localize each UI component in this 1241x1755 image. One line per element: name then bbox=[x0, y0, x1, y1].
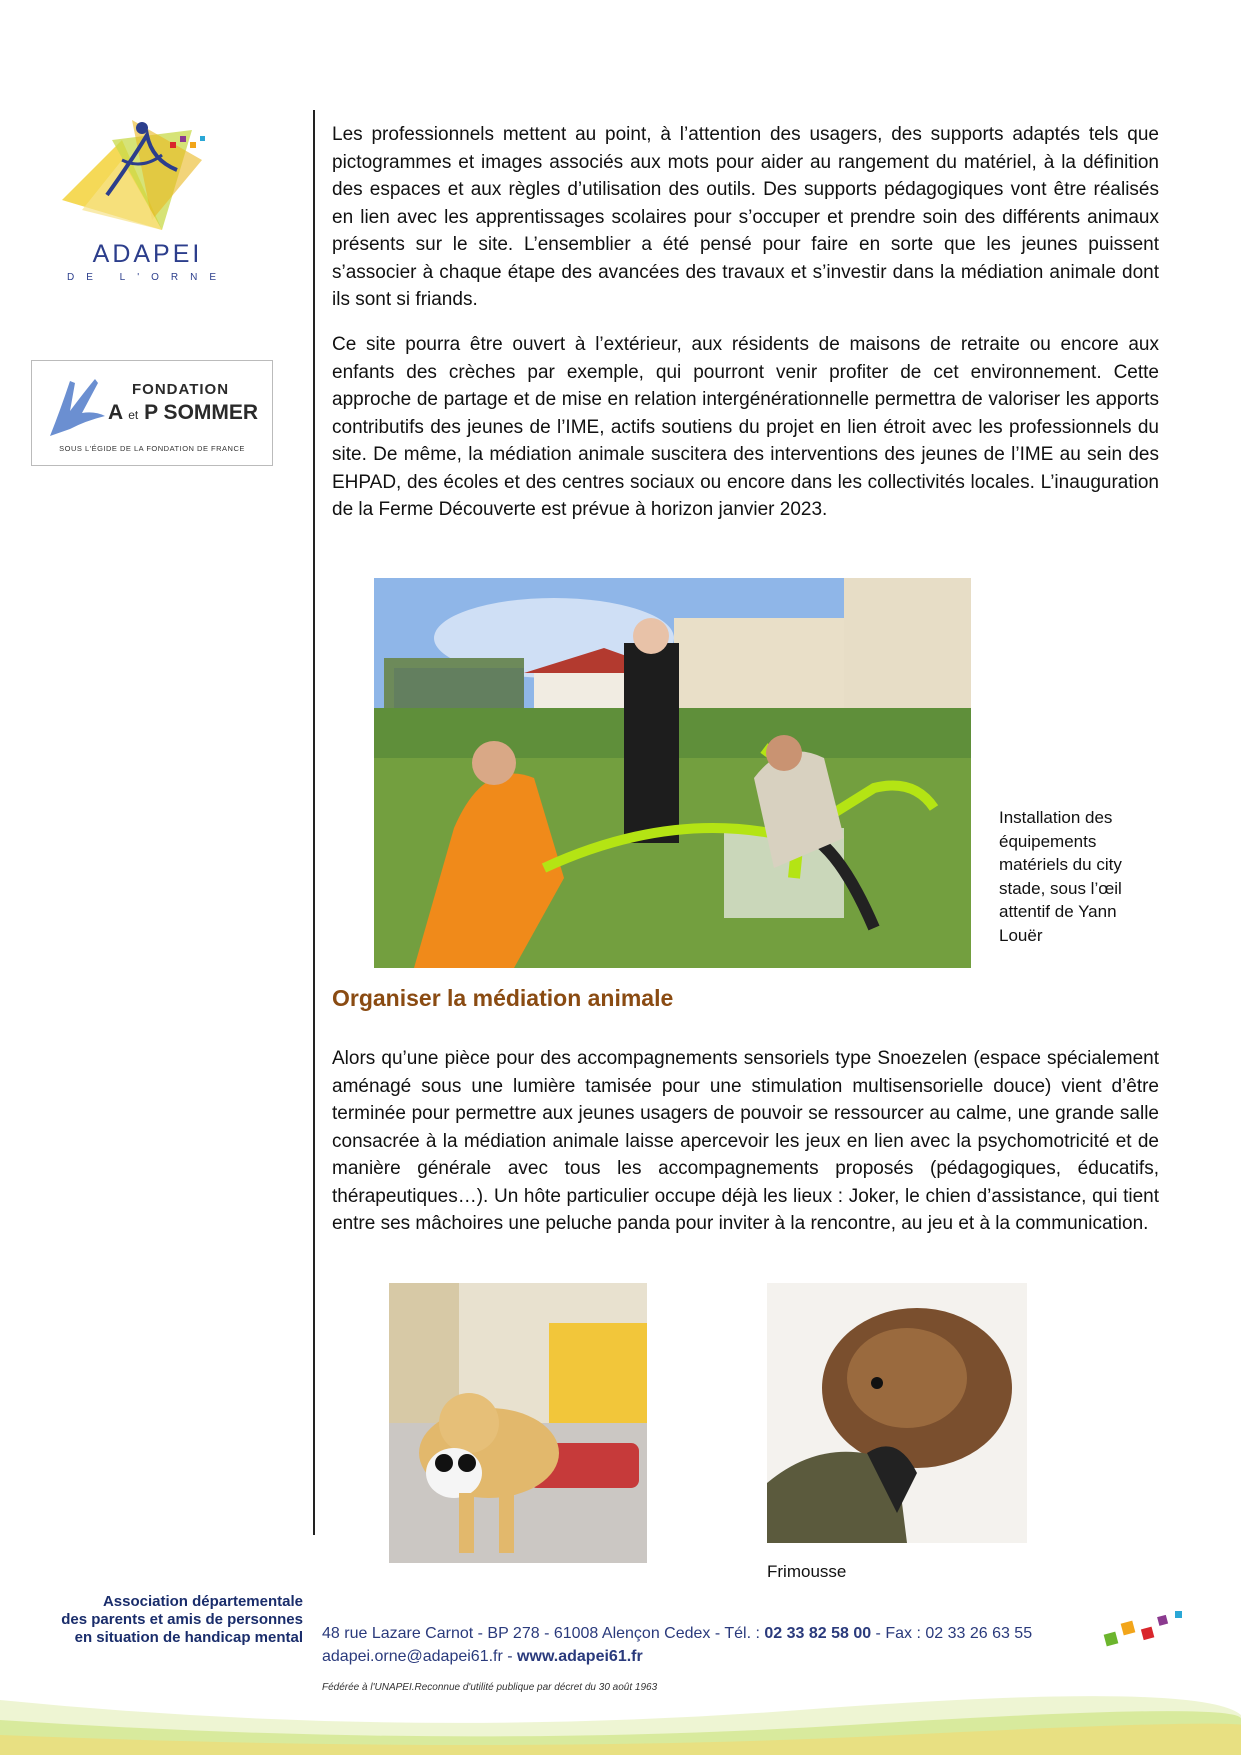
fondation-label: FONDATION bbox=[132, 381, 230, 398]
fondation-name-et: et bbox=[128, 408, 139, 422]
footer-fax: - Fax : 02 33 26 63 55 bbox=[871, 1625, 1033, 1642]
paragraph-1: Les professionnels mettent au point, à l’attention des usagers, des supports adaptés tels que pictogrammes et images associés aux mots pour aider au rangement du matériel, à la définition des espaces et aux règles d’utilisation des outils. Des supports pédagogiques vont être réalisés en lien avec les apprentissages scolaires pour s’occuper et prendre soin des différents animaux présents sur le site. L’ensemblier a été pensé pour faire en sorte que les jeunes puissent s’associer à chaque étape des avancées des travaux et s’investir dans la médiation animale dont ils sont si friands. bbox=[332, 124, 1159, 310]
footer-website-link[interactable]: www.adapei61.fr bbox=[517, 1648, 643, 1665]
dog-photo bbox=[389, 1283, 647, 1563]
footer-email[interactable]: adapei.orne@adapei61.fr - bbox=[322, 1648, 518, 1665]
guinea-pig-caption: Frimousse bbox=[767, 1562, 847, 1581]
fondation-name bbox=[108, 401, 258, 425]
city-stade-caption: Installation des équipements matériels du city stade, sous l’œil attentif de Yann Louër bbox=[999, 808, 1122, 945]
section-heading: Organiser la médiation animale bbox=[332, 985, 674, 1011]
vertical-divider bbox=[313, 110, 315, 1535]
city-stade-photo bbox=[374, 578, 971, 968]
adapei-logo-mark bbox=[52, 100, 237, 240]
adapei-logo-text: ADAPEI bbox=[92, 240, 203, 268]
footer-assoc-line-1: Association départementale bbox=[102, 1593, 303, 1610]
footer-phone: 02 33 82 58 00 bbox=[764, 1625, 872, 1642]
fondation-name-b: P SOMMER bbox=[144, 401, 259, 424]
footer-address-text: 48 rue Lazare Carnot - BP 278 - 61008 Alençon Cedex - Tél. : bbox=[322, 1625, 765, 1642]
footer-legal: Fédérée à l'UNAPEI.Reconnue d'utilité publique par décret du 30 août 1963 bbox=[322, 1682, 658, 1693]
footer-waves-decoration bbox=[0, 1680, 1241, 1755]
adapei-logo-subtext: DE L'ORNE bbox=[66, 272, 229, 283]
footer-dots-decoration bbox=[1100, 1608, 1190, 1648]
footer-association bbox=[40, 1593, 303, 1647]
fondation-name-a: A bbox=[108, 401, 123, 424]
footer-contact bbox=[322, 1648, 643, 1666]
fondation-sommer-logo bbox=[31, 360, 273, 466]
footer-address bbox=[322, 1625, 1032, 1643]
paragraph-3: Alors qu’une pièce pour des accompagnements sensoriels type Snoezelen (espace spécialement aménagé sous une lumière tamisée pour une stimulation multisensorielle douce) vient d’être terminée pour permettre aux jeunes usagers de pouvoir se ressourcer au calme, une grande salle consacrée à la médiation animale laisse apercevoir les jeux en lien avec la psychomotricité et de manière générale avec tous les accompagnements proposés (pédagogiques, éducatifs, thérapeutiques…). Un hôte particulier occupe déjà les lieux : Joker, le chien d’assistance, qui tient entre ses mâchoires une peluche panda pour inviter à la rencontre, au jeu et à la communication. bbox=[332, 1048, 1159, 1234]
adapei-logo bbox=[52, 100, 237, 290]
hand-icon bbox=[40, 371, 110, 441]
paragraph-2: Ce site pourra être ouvert à l’extérieur, aux résidents de maisons de retraite ou encore aux enfants des crèches par exemple, qui pourront venir profiter de cet environnement. Cette approche de partage et de mise en relation intergénérationnelle permettra de valoriser les apports contributifs des jeunes de l’IME, actifs soutiens du projet en lien étroit avec les professionnels du site. De même, la médiation animale suscitera des interventions des jeunes de l’IME au sein des EHPAD, des écoles et des centres sociaux ou encore dans les collectivités locales. L’inauguration de la Ferme Découverte est prévue à horizon janvier 2023. bbox=[332, 334, 1159, 520]
footer-assoc-line-2: des parents et amis de personnes bbox=[61, 1611, 303, 1628]
guinea-pig-photo bbox=[767, 1283, 1027, 1543]
footer-assoc-line-3: en situation de handicap mental bbox=[74, 1629, 303, 1646]
fondation-subtitle: SOUS L'ÉGIDE DE LA FONDATION DE FRANCE bbox=[59, 444, 245, 453]
